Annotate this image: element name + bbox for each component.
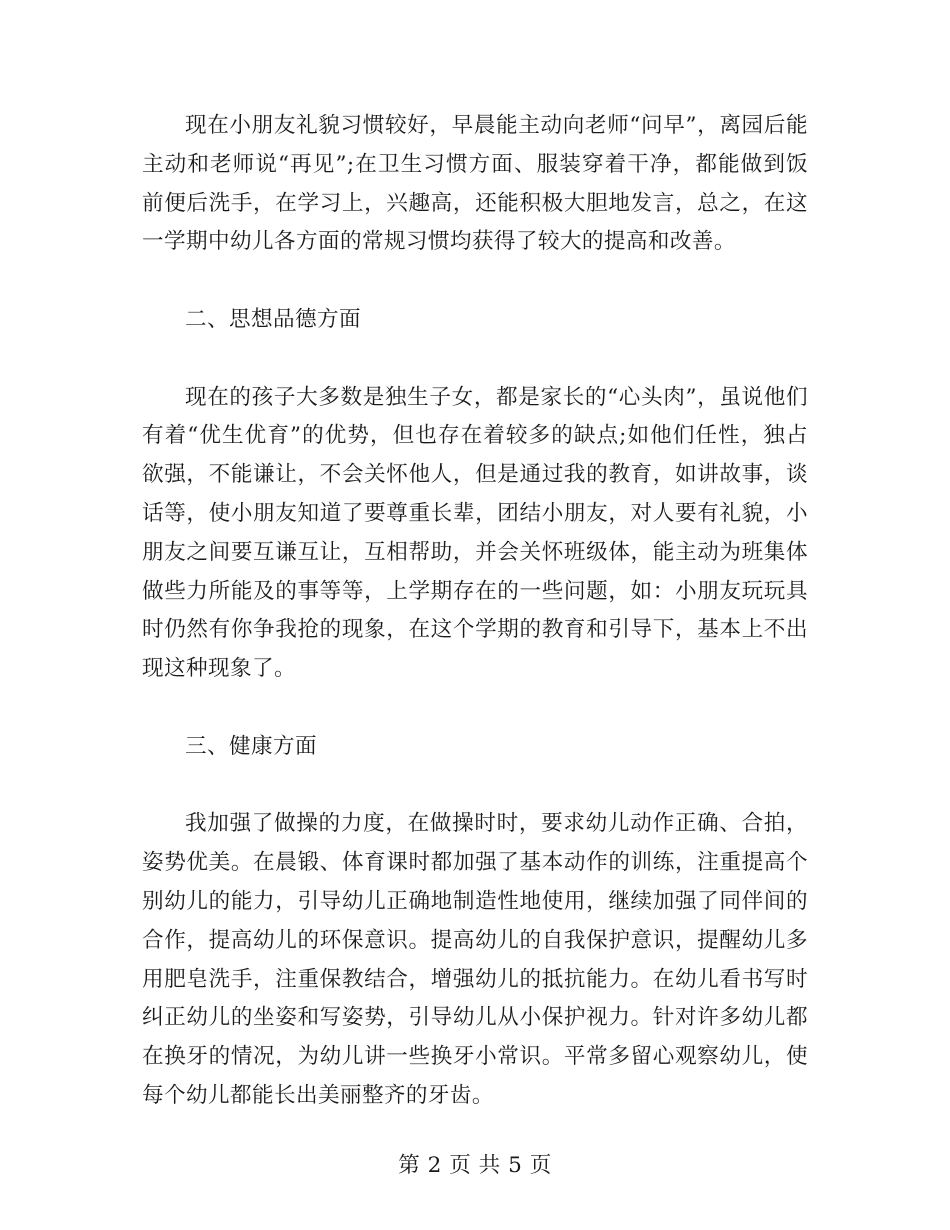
paragraph-gap bbox=[142, 340, 808, 379]
section-heading-moral: 二、思想品德方面 bbox=[185, 306, 361, 332]
paragraph-manners: 现在小朋友礼貌习惯较好，早晨能主动向老师“问早”，离园后能主动和老师说“再见”;在卫生习惯方面、服装穿着干净，都能做到饭前便后洗手，在学习上，兴趣高，还能积极大胆地发言，总之，在这一学期中幼儿各方面的常规习惯均获得了较大的提高和改善。 bbox=[142, 113, 808, 255]
paragraph-moral: 现在的孩子大多数是独生子女，都是家长的“心头肉”，虽说他们有着“优生优育”的优势，但也存在着较多的缺点;如他们任性，独占欲强，不能谦让，不会关怀他人，但是通过我的教育，如讲故事，谈话等，使小朋友知道了要尊重长辈，团结小朋友，对人要有礼貌，小朋友之间要互谦互让，互相帮助，并会关怀班级体，能主动为班集体做些力所能及的事等等，上学期存在的一些问题，如：小朋友玩玩具时仍然有你争我抢的现象，在这个学期的教育和引导下，基本上不出现这种现象了。 bbox=[142, 384, 808, 682]
page-content bbox=[142, 107, 808, 1116]
section-heading-health: 三、健康方面 bbox=[185, 733, 317, 759]
paragraph-health: 我加强了做操的力度，在做操时时，要求幼儿动作正确、合拍，姿势优美。在晨锻、体育课时都加强了基本动作的训练，注重提高个别幼儿的能力，引导幼儿正确地制造性地使用，继续加强了同伴间的合作，提高幼儿的环保意识。提高幼儿的自我保护意识，提醒幼儿多用肥皂洗手，注重保教结合，增强幼儿的抵抗能力。在幼儿看书写时纠正幼儿的坐姿和写姿势，引导幼儿从小保护视力。针对许多幼儿都在换牙的情况，为幼儿讲一些换牙小常识。平常多留心观察幼儿，使每个幼儿都能长出美丽整齐的牙齿。 bbox=[142, 811, 808, 1108]
page-footer: 第 2 页 共 5 页 bbox=[398, 1153, 552, 1178]
paragraph-gap bbox=[142, 767, 808, 806]
paragraph-gap bbox=[142, 689, 808, 728]
paragraph-gap bbox=[142, 262, 808, 301]
